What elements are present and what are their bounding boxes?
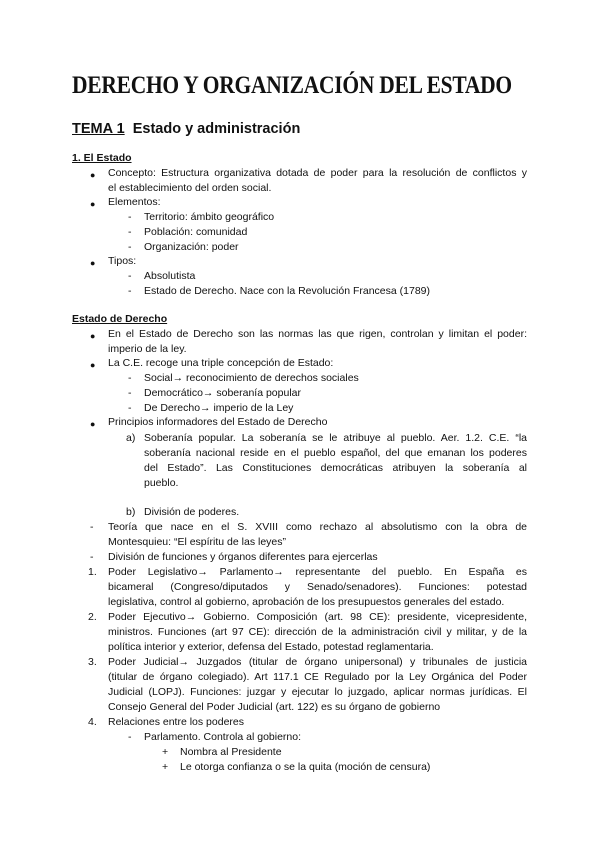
section-heading-estado-derecho: Estado de Derecho [72,313,168,325]
judicial-line-2: (titular de órgano colegiado). Art 117.1 CE Regulado por la Ley Orgánica del Poder [108,671,527,683]
tipo-absolutista: Absolutista [144,270,196,282]
tipos-label: Tipos: [108,255,137,267]
tipo-estado-derecho: Estado de Derecho. Nace con la Revolución Francesa (1789) [144,285,430,297]
normas-line-2: imperio de la ley. [108,343,187,355]
list-number-3: 3. [88,656,97,668]
list-number-4: 4. [88,716,97,728]
dash-marker: - [128,372,132,384]
dash-marker: - [128,387,132,399]
division-funciones: División de funciones y órganos diferentes para ejercerlas [108,551,378,563]
concepto-line-2: el establecimiento del orden social. [108,182,272,194]
judicial-line-4: Consejo General del Poder Judicial (art. 122) es su órgano de gobierno [108,701,441,713]
soberania-line-2: soberanía nacional reside en el pueblo español, del que emanan los poderes [144,447,527,459]
elemento-organizacion: Organización: poder [144,241,239,253]
dash-marker: - [128,270,132,282]
elemento-territorio: Territorio: ámbito geográfico [144,211,275,223]
principios-label: Principios informadores del Estado de Derecho [108,416,328,428]
soberania-line-1: Soberanía popular. La soberanía se le atribuye al pueblo. Aer. 1.2. C.E. “la [144,432,527,444]
division-poderes: División de poderes. [144,506,240,518]
parlamento-controla: Parlamento. Controla al gobierno: [144,731,302,743]
dash-marker: - [128,241,132,253]
legislativo-line-1: Poder Legislativo→ Parlamento→ representante del pueblo. En España es [108,566,527,578]
bullet-marker: ● [90,419,96,429]
dash-marker: - [128,285,132,297]
bullet-marker: ● [90,199,96,209]
normas-line-1: En el Estado de Derecho son las normas las que rigen, controlan y limitan el poder: [108,328,527,340]
dash-marker: - [128,402,132,414]
plus-marker: + [162,761,169,773]
ejecutivo-line-2: ministros. Funciones (art 97 CE): dirección de la administración civil y militar, y de la [108,626,527,638]
list-number-2: 2. [88,611,97,623]
legislativo-line-3: legislativa, control al gobierno, aprobación de los presupuestos generales del estado. [108,596,505,608]
list-marker-a: a) [126,432,136,444]
judicial-line-3: Judicial (LOPJ). Funciones: juzgar y ejecutar lo juzgado, aplicar normas jurídicas. El [108,686,527,698]
dash-marker: - [128,731,132,743]
elementos-label: Elementos: [108,196,161,208]
list-marker-b: b) [126,506,136,518]
bullet-marker: ● [90,258,96,268]
bullet-marker: ● [90,170,96,180]
soberania-line-4: pueblo. [144,477,179,489]
bullet-marker: ● [90,331,96,341]
soberania-line-3: del Estado”. Las Constituciones democráticas atribuyen la soberanía al [144,462,527,474]
concepcion-social: Social→ reconocimiento de derechos sociales [144,372,359,384]
concepto-line-1: Concepto: Estructura organizativa dotada de poder para la resolución de conflictos y [108,167,527,179]
ejecutivo-line-3: política interior y exterior, defensa del Estado, potestad reglamentaria. [108,641,434,653]
teoria-line-1: Teoría que nace en el S. XVIII como rechazo al absolutismo con la obra de [108,521,527,533]
chapter-name: Estado y administración [132,121,301,137]
relaciones-poderes: Relaciones entre los poderes [108,716,244,728]
list-number-1: 1. [88,566,97,578]
document-title: DERECHO Y ORGANIZACIÓN DEL ESTADO [72,72,512,99]
dash-marker: - [128,211,132,223]
dash-marker: - [90,551,94,563]
elemento-poblacion: Población: comunidad [144,226,248,238]
ejecutivo-line-1: Poder Ejecutivo→ Gobierno. Composición (art. 98 CE): presidente, vicepresidente, [108,611,527,623]
dash-marker: - [128,226,132,238]
judicial-line-1: Poder Judicial→ Juzgados (titular de órgano unipersonal) y tribunales de justicia [108,656,527,668]
chapter-heading [72,121,300,137]
plus-marker: + [162,746,169,758]
legislativo-line-2: bicameral (Congreso/diputados y Senado/senadores). Funciones: potestad [108,581,527,593]
mocion-censura: Le otorga confianza o se la quita (moción de censura) [180,761,431,773]
teoria-line-2: Montesquieu: “El espíritu de las leyes” [108,536,287,548]
nombra-presidente: Nombra al Presidente [180,746,282,758]
dash-marker: - [90,521,94,533]
bullet-marker: ● [90,360,96,370]
concepcion-democratico: Democrático→ soberanía popular [144,387,301,399]
concepcion-derecho: De Derecho→ imperio de la Ley [144,402,294,414]
chapter-number: TEMA 1 [72,121,125,137]
triple-concepcion: La C.E. recoge una triple concepción de Estado: [108,357,334,369]
section-heading-el-estado: 1. El Estado [72,152,132,164]
